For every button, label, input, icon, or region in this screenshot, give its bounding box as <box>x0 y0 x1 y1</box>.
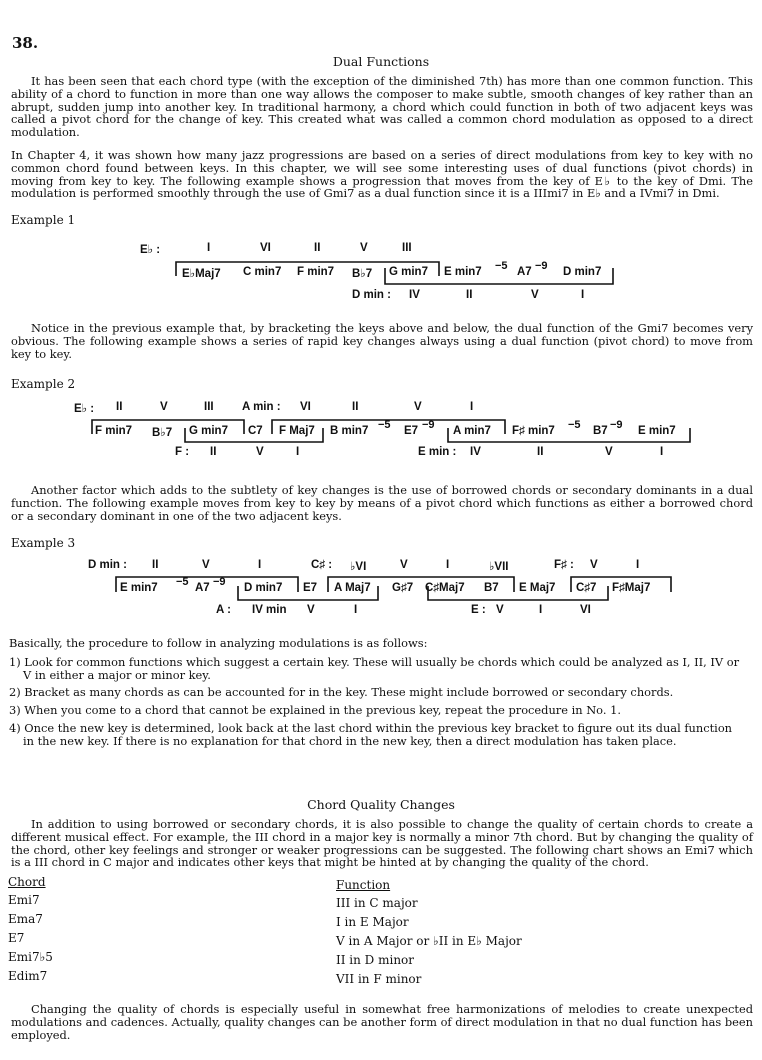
ex3-chord: E Maj7 <box>519 582 556 594</box>
quality-table-function: II in D minor <box>336 953 415 967</box>
procedure-step: 3) When you come to a chord that cannot be explained in the previous key, repeat the procedure in No. 1. <box>9 703 621 718</box>
ex2-chord: F min7 <box>95 425 133 437</box>
ex2-chord-superscript: −9 <box>610 419 623 431</box>
ex2-chord: G min7 <box>189 425 228 437</box>
ex3-chord: E min7 <box>120 582 158 594</box>
ex2-bottom: II <box>210 446 217 458</box>
ex3-top: II <box>152 559 159 571</box>
ex2-top: V <box>160 401 168 413</box>
ex1-bottom-numeral: II <box>466 289 473 301</box>
ex3-top: C♯ : <box>311 559 333 571</box>
ex3-chord: C♯7 <box>576 582 597 594</box>
paragraph-5: In addition to using borrowed or secondary chords, it is also possible to change the quality of certain chords to create a different musical effect. For example, the III chord in a major key is normally a minor 7th chord. But by changing the quality of the chord, other key feelings and stronger or weaker progressions can be suggested. The following chart shows an Emi7 which is a III chord in C major and indicates other keys that might be hinted at by changing the quality of the chord. <box>11 817 753 870</box>
ex2-bottom: I <box>660 446 664 458</box>
quality-table-function: V in A Major or ♭II in E♭ Major <box>336 934 522 948</box>
ex2-chord: C7 <box>248 425 263 437</box>
ex2-chord: B♭7 <box>152 427 173 439</box>
quality-table-function: VII in F minor <box>336 972 422 986</box>
ex1-chord: A7 <box>517 266 532 278</box>
procedure-step: 2) Bracket as many chords as can be accounted for in the key. These might include borrowed or secondary chords. <box>9 685 674 700</box>
example-1-label: Example 1 <box>11 213 76 227</box>
paragraph-6: Changing the quality of chords is especially useful in somewhat free harmonizations of melodies to create unexpected modulations and cadences. Actually, quality changes can be another form of direct modulation in that no dual function has been employed. <box>11 1002 753 1042</box>
ex1-top-numeral: III <box>402 242 412 254</box>
ex3-chord: B7 <box>484 582 499 594</box>
ex2-bracket-top-eflat <box>92 420 244 434</box>
ex3-chord-superscript: −5 <box>176 576 189 588</box>
ex1-top-numeral: VI <box>260 242 271 254</box>
ex2-chord: E min7 <box>638 425 676 437</box>
ex2-bottom: E min : <box>418 446 457 458</box>
ex3-bottom: V <box>496 604 504 616</box>
quality-table-chord: E7 <box>8 931 25 945</box>
ex2-bottom: II <box>537 446 544 458</box>
ex3-bottom: IV min <box>252 604 287 616</box>
paragraph-1: It has been seen that each chord type (with the exception of the diminished 7th) has more than one common function. This ability of a chord to function in more than one way allows the composer to make subtle, smooth changes of key rather than an abrupt, sudden jump into another key. In traditional harmony, a chord which could function in both of two adjacent keys was called a pivot chord for the change of key. This created what was called a common chord modulation as opposed to a direct modulation. <box>11 74 753 140</box>
quality-table-chord: Emi7♭5 <box>8 950 53 964</box>
ex2-bottom: V <box>256 446 264 458</box>
quality-table-chord: Emi7 <box>8 893 40 907</box>
ex1-chord: C min7 <box>243 266 282 278</box>
ex3-bottom: V <box>307 604 315 616</box>
ex3-bottom: E : <box>471 604 486 616</box>
ex3-chord: C♯Maj7 <box>425 582 465 594</box>
quality-table-chord: Ema7 <box>8 912 43 926</box>
ex2-bottom: I <box>296 446 300 458</box>
ex1-top-numeral: I <box>207 242 211 254</box>
ex2-top: I <box>470 401 474 413</box>
ex3-top: F♯ : <box>554 559 574 571</box>
ex3-chord-superscript: −9 <box>213 576 226 588</box>
quality-table-function: III in C major <box>336 896 418 910</box>
ex2-top: E♭ : <box>74 403 95 415</box>
ex2-chord: F Maj7 <box>279 425 315 437</box>
quality-table-chord: Edim7 <box>8 969 48 983</box>
ex1-top-numeral: II <box>314 242 321 254</box>
ex1-key-bottom: D min : <box>352 289 391 301</box>
ex3-chord: A Maj7 <box>334 582 371 594</box>
ex3-top: ♭VII <box>489 561 509 573</box>
ex3-top: V <box>400 559 408 571</box>
ex3-bracket-top-csharp <box>328 577 514 592</box>
ex3-bottom: A : <box>216 604 231 616</box>
ex3-top: V <box>202 559 210 571</box>
ex1-chord: E min7 <box>444 266 482 278</box>
ex2-chord: B min7 <box>330 425 369 437</box>
ex3-bracket-top-dmin <box>116 577 298 592</box>
ex2-chord: E7 <box>404 425 419 437</box>
ex2-top: VI <box>300 401 311 413</box>
procedure-step: 1) Look for common functions which suggest a certain key. These will usually be chords which could be analyzed as I, II, IV or V in either a major or minor key. <box>9 654 740 682</box>
ex1-bracket-bottom <box>385 268 613 284</box>
ex3-chord: A7 <box>195 582 210 594</box>
ex2-top: II <box>116 401 123 413</box>
ex2-bottom: IV <box>470 446 481 458</box>
ex3-chord: E7 <box>303 582 318 594</box>
quality-table-header-function: Function <box>336 878 391 892</box>
paragraph-2: In Chapter 4, it was shown how many jazz progressions are based on a series of direct modulations from key to key with no common chord found between keys. In this chapter, we will see some interesting uses of dual functions (pivot chords) in moving from key to key. The following example shows a progression that moves from the key of E♭ to the key of Dmi. The modulation is performed smoothly through the use of Gmi7 as a dual function since it is a IIImi7 in E♭ and a IVmi7 in Dmi. <box>11 148 753 201</box>
example-3-label: Example 3 <box>11 536 76 550</box>
ex3-bracket-bottom-e <box>428 586 608 600</box>
ex3-bottom: I <box>539 604 543 616</box>
ex3-top: ♭VI <box>350 561 367 573</box>
ex2-top: A min : <box>242 401 281 413</box>
ex2-bottom: F : <box>175 446 190 458</box>
ex1-bottom-numeral: IV <box>409 289 420 301</box>
ex2-bracket-bottom-emin <box>448 428 690 442</box>
ex3-top: I <box>446 559 450 571</box>
ex2-chord: B7 <box>593 425 608 437</box>
quality-table-function: I in E Major <box>336 915 409 929</box>
ex1-chord: F min7 <box>297 266 335 278</box>
ex1-chord: G min7 <box>389 266 428 278</box>
ex2-chord-superscript: −5 <box>568 419 581 431</box>
ex2-chord: A min7 <box>453 425 491 437</box>
ex3-top: I <box>636 559 640 571</box>
section-title-chord-quality: Chord Quality Changes <box>307 797 455 812</box>
ex2-top: III <box>204 401 214 413</box>
example-2-label: Example 2 <box>11 377 76 391</box>
ex3-bottom: VI <box>580 604 591 616</box>
ex3-bracket-top-fsharp <box>571 577 671 592</box>
ex3-top: V <box>590 559 598 571</box>
ex2-chord-superscript: −9 <box>422 419 435 431</box>
ex1-chord-superscript: −5 <box>495 260 508 272</box>
ex1-bottom-numeral: V <box>531 289 539 301</box>
ex1-bottom-numeral: I <box>581 289 585 301</box>
section-title-dual-functions: Dual Functions <box>332 54 430 69</box>
ex1-chord: E♭Maj7 <box>182 268 221 280</box>
ex1-chord: B♭7 <box>352 268 373 280</box>
ex2-bracket-bottom-f <box>185 428 323 442</box>
ex2-top: V <box>414 401 422 413</box>
paragraph-4: Another factor which adds to the subtlety of key changes is the use of borrowed chords or secondary dominants in a dual function. The following example moves from key to key by means of a pivot chord which functions as either a borrowed chord or a secondary dominant in one of the two adjacent keys. <box>11 483 753 523</box>
ex1-bracket-top <box>176 262 439 276</box>
quality-table-header-chord: Chord <box>8 875 46 889</box>
ex1-chord-superscript: −9 <box>535 260 548 272</box>
ex3-bracket-bottom-a <box>238 586 378 600</box>
ex2-bracket-top-amin <box>272 420 505 434</box>
ex3-chord: G♯7 <box>392 582 414 594</box>
ex2-top: II <box>352 401 359 413</box>
ex3-top: I <box>258 559 262 571</box>
ex3-top: D min : <box>88 559 127 571</box>
ex1-top-numeral: V <box>360 242 368 254</box>
paragraph-3: Notice in the previous example that, by bracketing the keys above and below, the dual function of the Gmi7 becomes very obvious. The following example shows a series of rapid key changes always using a dual function (pivot chord) to move from key to key. <box>11 321 753 361</box>
page-number: 38. <box>12 34 39 52</box>
ex1-key-top: E♭ : <box>140 244 161 256</box>
procedure-intro: Basically, the procedure to follow in analyzing modulations is as follows: <box>9 636 428 650</box>
ex2-chord: F♯ min7 <box>512 425 555 437</box>
ex3-bottom: I <box>354 604 358 616</box>
procedure-step: 4) Once the new key is determined, look back at the last chord within the previous key bracket to figure out its dual function in the new key. If there is no explanation for that chord in the new key, then a direct modulation has taken place. <box>9 720 733 748</box>
ex3-chord: D min7 <box>244 582 283 594</box>
ex3-chord: F♯Maj7 <box>612 582 651 594</box>
ex2-bottom: V <box>605 446 613 458</box>
ex2-chord-superscript: −5 <box>378 419 391 431</box>
ex1-chord: D min7 <box>563 266 602 278</box>
procedure <box>9 637 744 753</box>
